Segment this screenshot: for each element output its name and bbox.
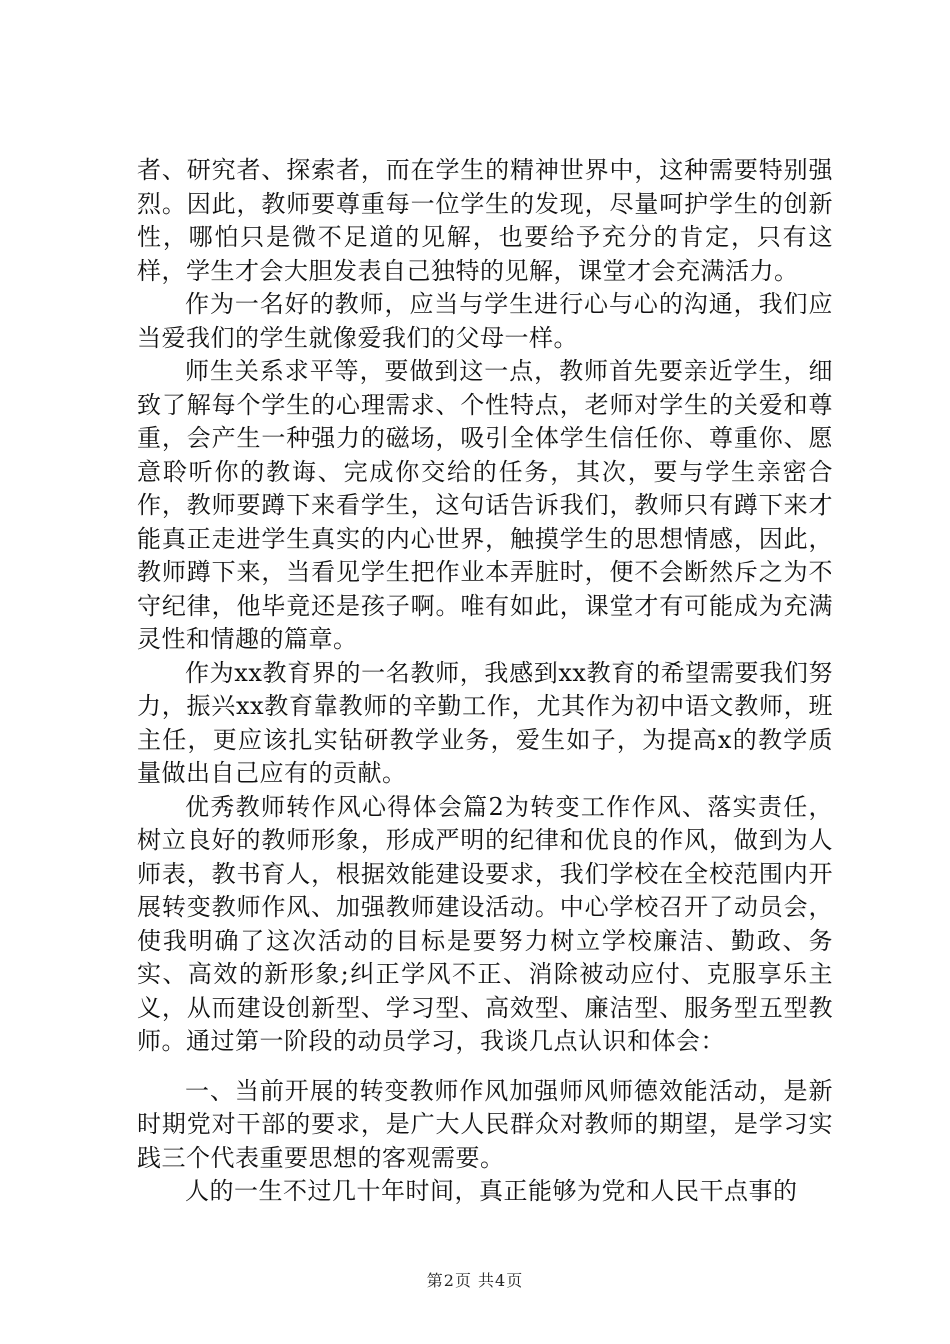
- paragraph: 师生关系求平等，要做到这一点，教师首先要亲近学生，细致了解每个学生的心理需求、个性特点，老师对学生的关爱和尊重，会产生一种强力的磁场，吸引全体学生信任你、尊重你、愿意聆听你的教诲、完成你交给的任务，其次，要与学生亲密合作，教师要蹲下来看学生，这句话告诉我们，教师只有蹲下来才能真正走进学生真实的内心世界，触摸学生的思想情感，因此，教师蹲下来，当看见学生把作业本弄脏时，便不会断然斥之为不守纪律，他毕竟还是孩子啊。唯有如此，课堂才有可能成为充满灵性和情趣的篇章。: [137, 357, 833, 653]
- paragraph: 作为一名好的教师，应当与学生进行心与心的沟通，我们应当爱我们的学生就像爱我们的父母一样。: [137, 290, 833, 352]
- page-number-footer: 第2页 共4页: [426, 1271, 524, 1290]
- document-body: [137, 154, 833, 1209]
- paragraph: 人的一生不过几十年时间，真正能够为党和人民干点事的: [185, 1177, 798, 1205]
- paragraph: 者、研究者、探索者，而在学生的精神世界中，这种需要特别强烈。因此，教师要尊重每一位学生的发现，尽量呵护学生的创新性，哪怕只是微不足道的见解，也要给予充分的肯定，只有这样，学生才会大胆发表自己独特的见解，课堂才会充满活力。: [137, 156, 833, 285]
- paragraph: 作为xx教育界的一名教师，我感到xx教育的希望需要我们努力，振兴xx教育靠教师的辛勤工作，尤其作为初中语文教师，班主任，更应该扎实钻研教学业务，爱生如子，为提高x的教学质量做出自己应有的贡献。: [137, 658, 833, 787]
- paragraph: 一、当前开展的转变教师作风加强师风师德效能活动，是新时期党对干部的要求，是广大人民群众对教师的期望，是学习实践三个代表重要思想的客观需要。: [137, 1076, 833, 1172]
- paragraph: 优秀教师转作风心得体会篇2为转变工作作风、落实责任，树立良好的教师形象，形成严明的纪律和优良的作风，做到为人师表，教书育人，根据效能建设要求，我们学校在全校范围内开展转变教师作风、加强教师建设活动。中心学校召开了动员会，使我明确了这次活动的目标是要努力树立学校廉洁、勤政、务实、高效的新形象;纠正学风不正、消除被动应付、克服享乐主义，从而建设创新型、学习型、高效型、廉洁型、服务型五型教师。通过第一阶段的动员学习，我谈几点认识和体会：: [137, 792, 833, 1055]
